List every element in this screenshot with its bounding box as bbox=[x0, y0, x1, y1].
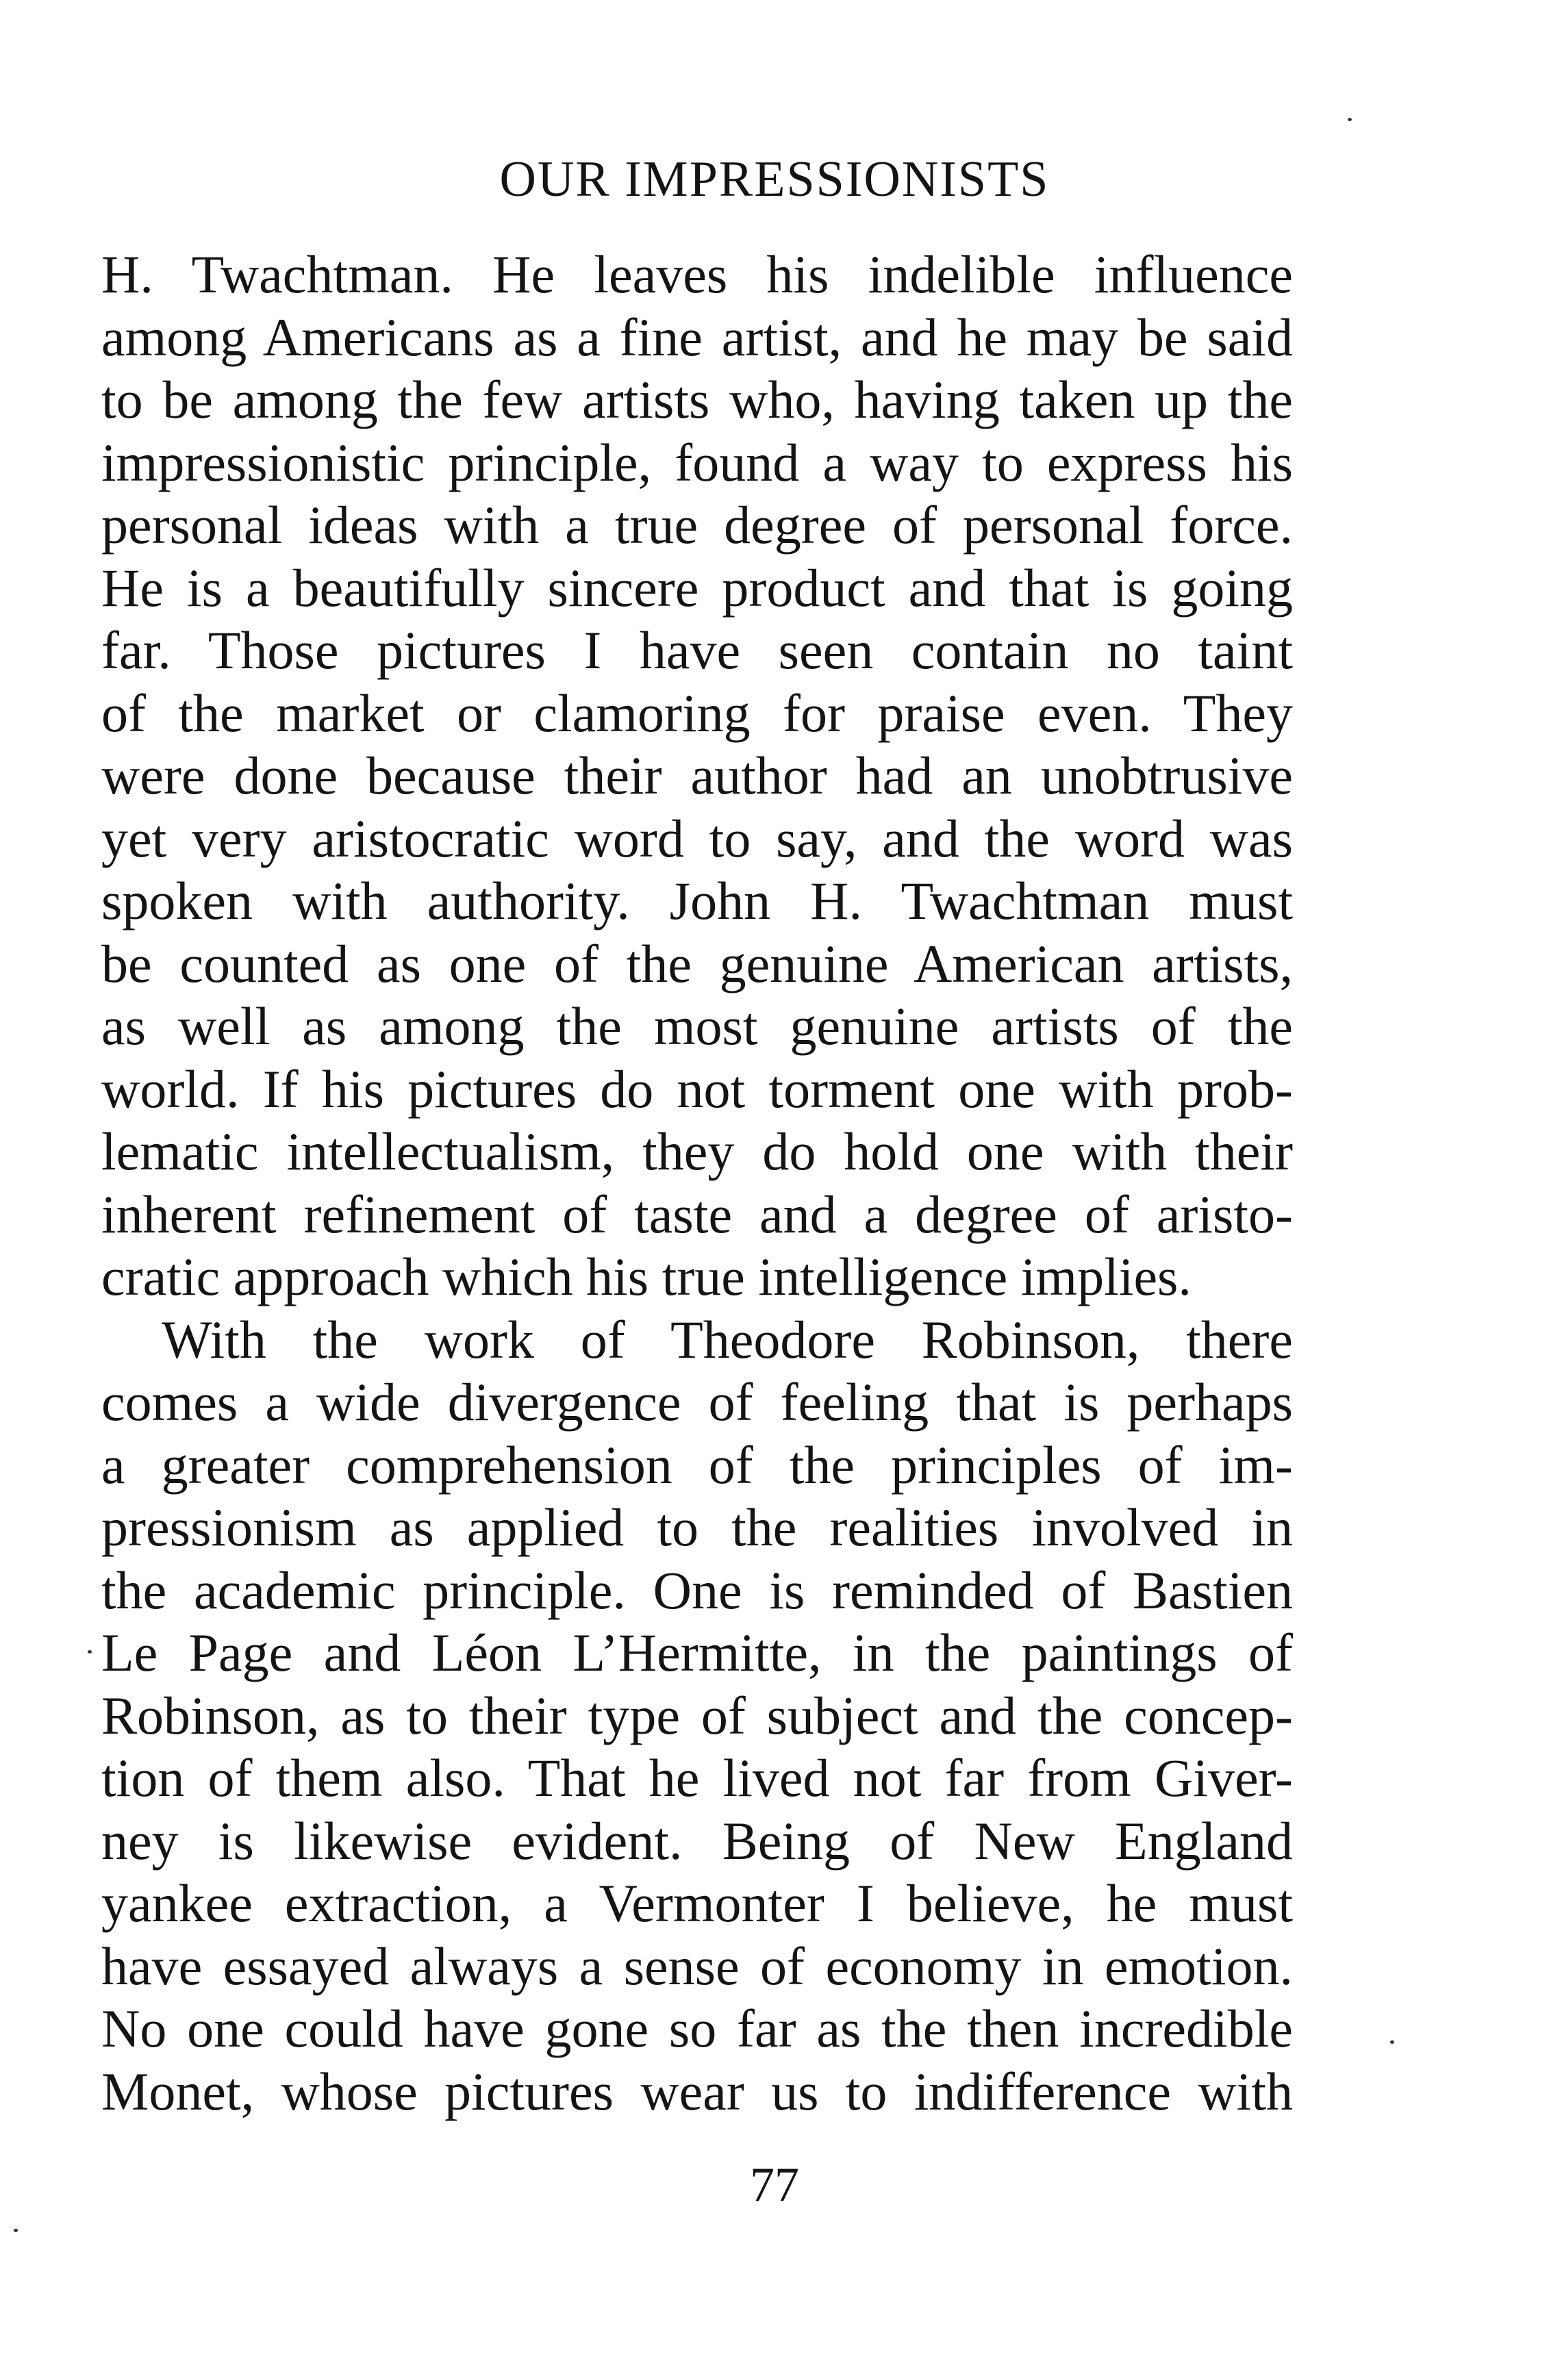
text-line: H. Twachtman. He leaves his indelible influence bbox=[101, 244, 1293, 304]
text-line: were done because their author had an unobtrusive bbox=[101, 746, 1293, 805]
text-line: yankee extraction, a Vermonter I believe, he must bbox=[101, 1873, 1293, 1933]
page-number: 77 bbox=[750, 2157, 799, 2212]
text-line: a greater comprehension of the principles of im- bbox=[101, 1434, 1293, 1495]
text-line: He is a beautifully sincere product and that is going bbox=[101, 557, 1293, 618]
text-line: No one could have gone so far as the then incredible bbox=[101, 1999, 1293, 2058]
paragraph-end-line: cratic approach which his true intelligence implies. bbox=[101, 1247, 1192, 1306]
text-line: of the market or clamoring for praise even. They bbox=[101, 683, 1293, 743]
text-line: ney is likewise evident. Being of New England bbox=[101, 1810, 1293, 1871]
text-line: comes a wide divergence of feeling that is perhaps bbox=[101, 1372, 1293, 1432]
text-line: Robinson, as to their type of subject and the concep- bbox=[101, 1685, 1293, 1745]
body-text bbox=[101, 243, 1293, 2123]
text-line: world. If his pictures do not torment one with prob- bbox=[101, 1059, 1293, 1119]
text-line: have essayed always a sense of economy in emotion. bbox=[101, 1936, 1293, 1996]
paragraph-start-line: With the work of Theodore Robinson, there bbox=[162, 1309, 1293, 1369]
text-line: Monet, whose pictures wear us to indifference with bbox=[101, 2061, 1293, 2121]
text-line: tion of them also. That he lived not far from Giver- bbox=[101, 1748, 1293, 1808]
text-line: spoken with authority. John H. Twachtman must bbox=[101, 871, 1293, 931]
text-line: personal ideas with a true degree of personal force. bbox=[101, 495, 1293, 555]
running-head: OUR IMPRESSIONISTS bbox=[499, 151, 1050, 207]
text-line: among Americans as a fine artist, and he may be said bbox=[101, 307, 1293, 367]
text-line: far. Those pictures I have seen contain no taint bbox=[101, 620, 1293, 680]
print-speck bbox=[1348, 118, 1352, 121]
print-speck bbox=[1390, 2040, 1394, 2044]
text-line: as well as among the most genuine artists of the bbox=[101, 996, 1293, 1056]
text-line: be counted as one of the genuine American artists, bbox=[101, 933, 1293, 993]
text-line: yet very aristocratic word to say, and the word was bbox=[101, 808, 1293, 868]
print-speck bbox=[14, 2229, 18, 2232]
text-line: inherent refinement of taste and a degree of aristo- bbox=[101, 1184, 1293, 1244]
text-line: lematic intellectualism, they do hold one with their bbox=[101, 1122, 1293, 1181]
text-line: the academic principle. One is reminded of Bastien bbox=[101, 1560, 1293, 1620]
text-line: to be among the few artists who, having taken up the bbox=[101, 370, 1293, 429]
text-line: impressionistic principle, found a way to express his bbox=[101, 432, 1293, 492]
print-speck bbox=[88, 1650, 92, 1654]
text-line: Le Page and Léon L’Hermitte, in the paintings of bbox=[101, 1623, 1293, 1682]
text-line: pressionism as applied to the realities involved in bbox=[101, 1497, 1293, 1557]
